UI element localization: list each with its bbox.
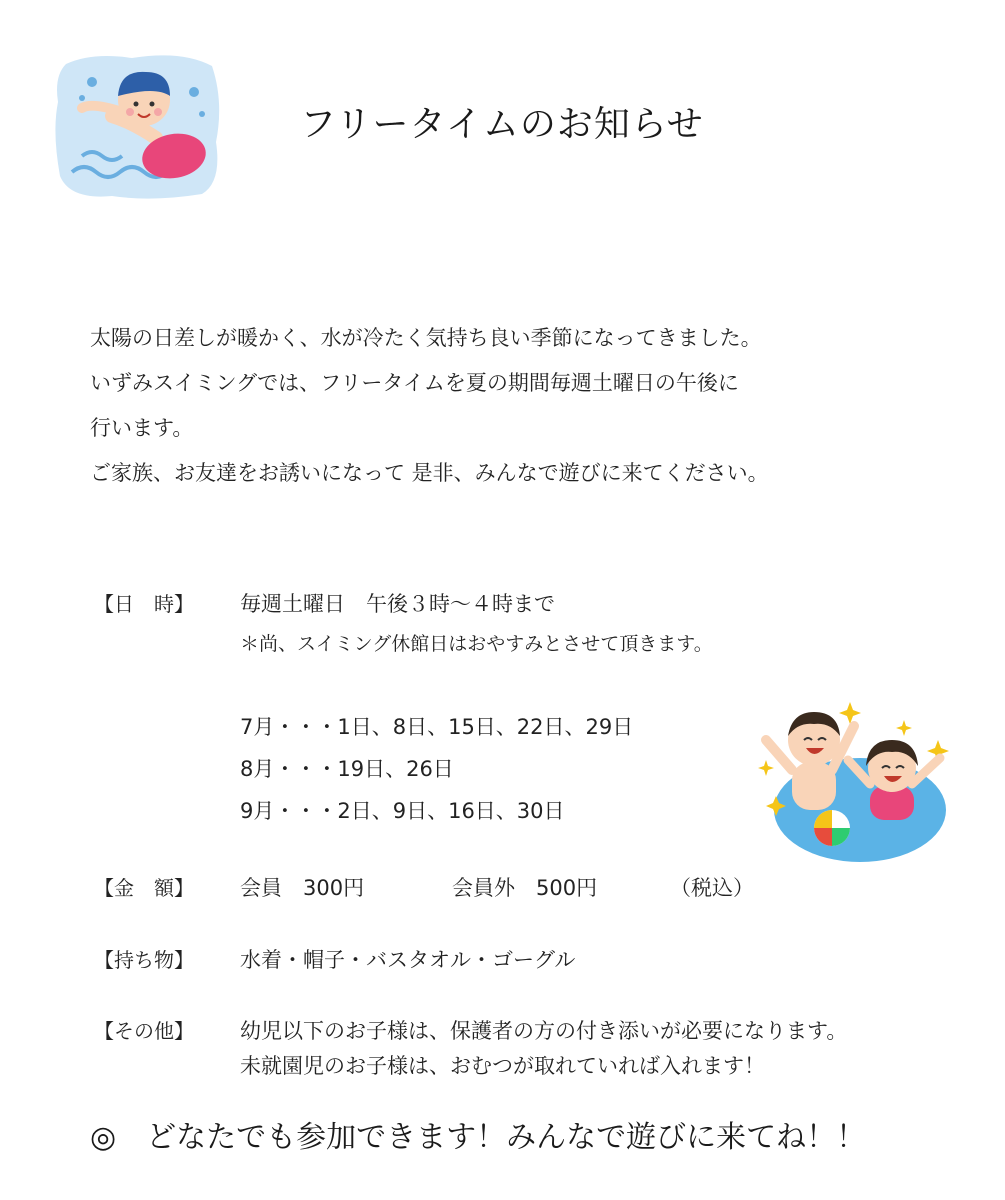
nonmember-price: 会員外 500円: [452, 876, 598, 900]
august-dates: 8月・・・19日、26日: [240, 757, 454, 781]
other-line: 幼児以下のお子様は、保護者の方の付き添いが必要になります。: [240, 1019, 848, 1043]
schedule-text: 毎週土曜日 午後３時～４時まで: [240, 592, 555, 616]
other-line: 未就園児のお子様は、おむつが取れていれば入れます！: [240, 1054, 765, 1078]
tax-note: （税込）: [670, 876, 754, 900]
date-list: [240, 706, 633, 832]
member-price: 会員 300円: [240, 876, 365, 900]
footer-message: ◎ どなたでも参加できます！みんなで遊びに来てね！！: [90, 1120, 867, 1155]
page-title: フリータイムのお知らせ: [300, 104, 704, 145]
price-label: 【金 額】: [94, 876, 194, 900]
swimmer-illustration: [52, 52, 222, 200]
items-label: 【持ち物】: [94, 948, 194, 972]
closure-note: ＊尚、スイミング休館日はおやすみとさせて頂きます。: [240, 633, 713, 655]
datetime-label: 【日 時】: [94, 592, 194, 616]
july-dates: 7月・・・1日、8日、15日、22日、29日: [240, 715, 634, 739]
other-label: 【その他】: [94, 1019, 194, 1043]
price-row: [240, 872, 754, 902]
intro-line: 行います。: [90, 416, 194, 440]
intro-line: 太陽の日差しが暖かく、水が冷たく気持ち良い季節になってきました。: [90, 326, 762, 350]
intro-paragraph: [90, 316, 769, 496]
intro-line: ご家族、お友達をお誘いになって 是非、みんなで遊びに来てください。: [90, 461, 769, 485]
kids-pool-illustration: [752, 700, 952, 865]
september-dates: 9月・・・2日、9日、16日、30日: [240, 799, 565, 823]
items-value: 水着・帽子・バスタオル・ゴーグル: [240, 948, 576, 972]
intro-line: いずみスイミングでは、フリータイムを夏の期間毎週土曜日の午後に: [90, 371, 739, 395]
